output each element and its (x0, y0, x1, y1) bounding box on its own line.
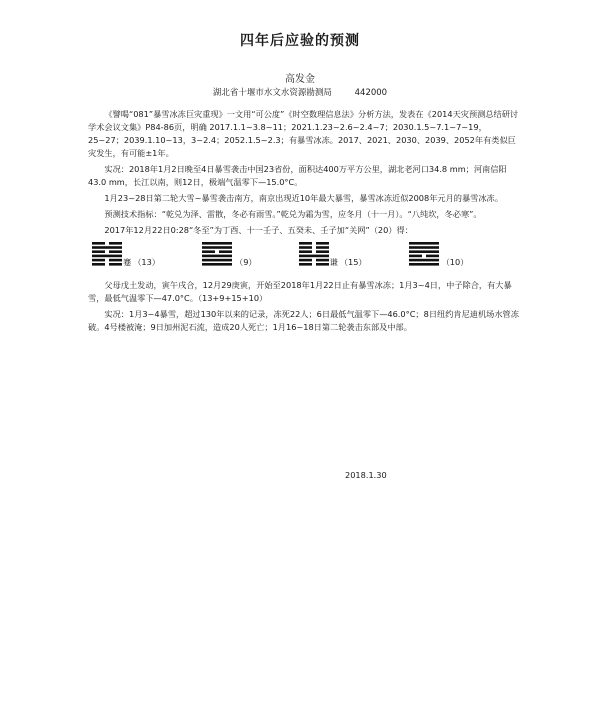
yin-line-segment (316, 246, 329, 249)
hexagram-row (88, 241, 520, 267)
hexagram-1-name: 蹇 (123, 257, 132, 267)
page-title: 四年后应验的预测 (240, 33, 360, 49)
paragraph-5: 父母戊土发动，寅午戌合，12月29庚寅，开始至2018年1月22日止有暴雪冰冻；1月3~4日，中子除合，有大暴雪，最低气温零下—47.0°C。（13+9+15+10） (88, 280, 512, 303)
hexagram-3 (299, 241, 367, 267)
yin-line-segment (409, 255, 422, 258)
yin-line-segment (92, 263, 105, 266)
paragraph-3: 1月23~28日第二轮大雪~暴雪袭击南方，南京出现近10年最大暴雪，暴雪冰冻近似2008年元月的暴雪冰冻。 (104, 193, 503, 203)
paragraph-2: 实况：2018年1月2日晚至4日暴雪袭击中国23省份，面积达400万平方公里，湖北老河口34.8 mm；河南信阳43.0 mm，长江以南，则12日，极端气温零下—15.0°C。 (88, 164, 507, 187)
yin-line-segment (316, 263, 329, 266)
yin-line-segment (299, 246, 312, 249)
yang-line (202, 263, 232, 266)
hexagram-1-number: （13） (133, 257, 160, 267)
hexagram-4-icon (409, 241, 439, 267)
yin-line-segment (299, 263, 312, 266)
yin-line-segment (316, 250, 329, 253)
yang-line (202, 246, 232, 249)
affiliation (0, 86, 600, 98)
paragraph-4: 预测技术指标：“乾兑为泽、雷散，冬必有雨雪。”乾兑为霜为雪，应冬月（十一月）。“八纯坎，冬必寒”。 (104, 209, 482, 219)
yang-line (409, 250, 439, 253)
yin-line-segment (109, 242, 122, 245)
document-date: 2018.1.30 (345, 470, 387, 480)
yang-line (202, 259, 232, 262)
yang-line (299, 255, 329, 258)
yang-line (202, 255, 232, 258)
paragraph-6: 实况：1月3~4暴雪，超过130年以来的记录，冻死22人；6日最低气温零下—46.0°C；8日纽约肯尼迪机场水管冻破。4号楼被淹；9日加州泥石流，造成20人死亡；1月16~18日第二轮袭击东部及中部。 (88, 309, 519, 332)
paragraph-1: 《譬喝“081”暴雪冰冻巨灾重现》一文用“可公度”《时空数理信息法》分析方法，发表在《2014天灾预测总结研讨学术会议文集》P84-86页，明确 2017.1.1~3.8~11；2021.1.23~2.6~2.4~7；2030.1.5~7.1~7~19，25~27；2039.1.10~13，3~2.4；2052.1.5~2.3；有暴雪冰冻。2017、2021、2030、2039、2052年有类似巨灾发生，有可能±1年。 (88, 109, 519, 158)
yang-line (409, 259, 439, 262)
hexagram-4-number: （10） (441, 257, 469, 267)
yin-line-segment (92, 242, 105, 245)
article-body (88, 108, 520, 337)
yang-line (92, 246, 122, 249)
yang-line (409, 263, 439, 266)
hexagram-intro: 2017年12月22日0:28“冬至”为丁酉、十一壬子、五癸未、壬子加“关网”（20）得： (104, 225, 413, 235)
yang-line (409, 246, 439, 249)
hexagram-2-icon (202, 241, 232, 267)
yin-line-segment (316, 259, 329, 262)
yin-line-segment (426, 255, 439, 258)
hexagram-1-icon (92, 241, 122, 267)
hexagram-4 (409, 241, 469, 267)
hexagram-1 (92, 241, 160, 267)
yin-line-segment (316, 242, 329, 245)
zip-code: 442000 (354, 88, 388, 98)
yin-line-segment (299, 242, 312, 245)
author-name: 高发金 (285, 74, 315, 85)
yin-line-segment (219, 250, 232, 253)
yin-line-segment (109, 263, 122, 266)
hexagram-3-number: （15） (339, 257, 367, 267)
yang-line (92, 255, 122, 258)
yin-line-segment (299, 259, 312, 262)
affiliation-name: 湖北省十堰市水文水资源勘测局 (212, 88, 332, 98)
yin-line-segment (92, 250, 105, 253)
hexagram-2 (202, 241, 257, 267)
yin-line-segment (202, 250, 215, 253)
yin-line-segment (109, 259, 122, 262)
hexagram-2-number: （9） (235, 257, 257, 267)
yang-line (409, 242, 439, 245)
yang-line (202, 242, 232, 245)
yin-line-segment (92, 259, 105, 262)
hexagram-3-name: 谦 (329, 257, 338, 267)
yin-line-segment (109, 250, 122, 253)
hexagram-3-icon (299, 241, 329, 267)
yin-line-segment (299, 250, 312, 253)
